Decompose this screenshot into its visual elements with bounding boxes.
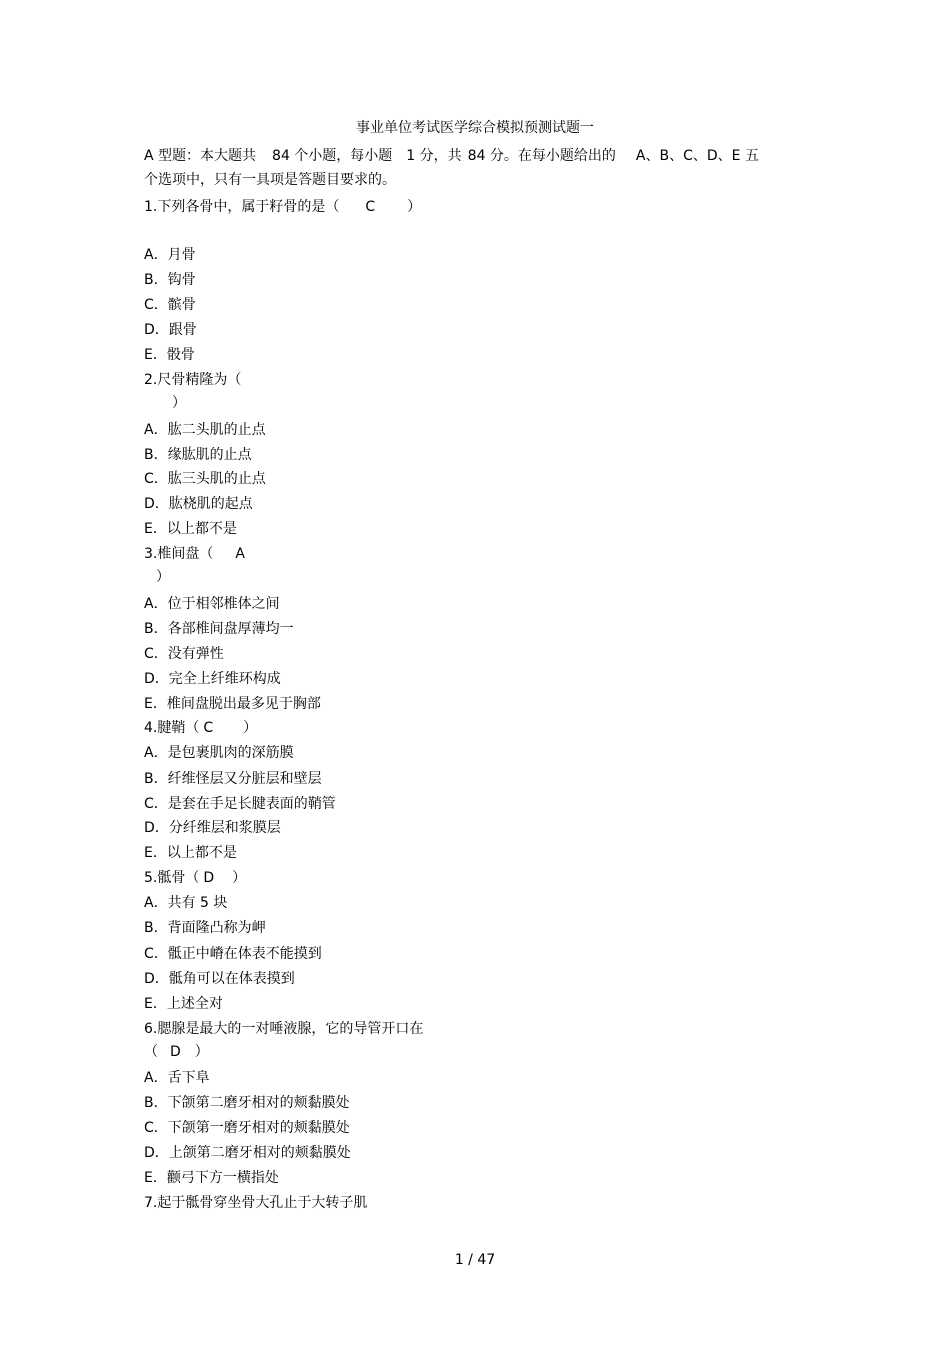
- question-5-option-b: B．背面隆凸称为岬: [144, 920, 266, 936]
- question-3-option-a: A．位于相邻椎体之间: [144, 596, 280, 612]
- question-1-stem: 1.下列各骨中，属于籽骨的是（ C ）: [144, 199, 422, 215]
- question-1-option-d: D．跟骨: [144, 322, 197, 338]
- intro-total-points: 84 分。在每小题给出的: [467, 148, 616, 164]
- question-4-option-a: A．是包裹肌肉的深筋膜: [144, 745, 294, 761]
- question-4-option-d: D．分纤维层和浆膜层: [144, 820, 281, 836]
- question-6-option-b: B．下颌第二磨牙相对的颊黏膜处: [144, 1095, 350, 1111]
- question-1-option-e: E．骰骨: [144, 347, 195, 363]
- question-5-answer: D: [203, 870, 215, 886]
- question-6-option-a: A．舌下阜: [144, 1070, 210, 1086]
- question-6-option-e: E．颧弓下方一横指处: [144, 1170, 279, 1186]
- question-2-option-b: B．缘肱肌的止点: [144, 447, 252, 463]
- instructions-line-1: [144, 146, 759, 166]
- question-3-option-e: E．椎间盘脱出最多见于胸部: [144, 696, 321, 712]
- question-1-option-b: B．钩骨: [144, 272, 196, 288]
- question-2-option-a: A．肱二头肌的止点: [144, 422, 266, 438]
- question-4-stem: 4.腱鞘（ C ）: [144, 720, 258, 736]
- question-3-close: ）: [156, 569, 170, 585]
- question-7-stem: 7.起于骶骨穿坐骨大孔止于大转子肌: [144, 1195, 368, 1211]
- question-4-answer: C: [203, 720, 214, 736]
- question-3-stem: 3.椎间盘（ A: [144, 546, 245, 562]
- question-3-answer: A: [235, 546, 245, 562]
- question-6-answer-line: （ D ）: [144, 1044, 209, 1060]
- question-3-option-b: B．各部椎间盘厚薄均一: [144, 621, 294, 637]
- question-3-option-d: D．完全上纤维环构成: [144, 671, 281, 687]
- page-number: 1 / 47: [454, 1252, 496, 1268]
- question-2-close: ）: [172, 395, 186, 411]
- intro-options-letters: A、B、C、D、E 五: [635, 148, 759, 164]
- question-5-option-c: C．骶正中嵴在体表不能摸到: [144, 946, 322, 962]
- question-2-stem: 2.尺骨精隆为（: [144, 372, 242, 388]
- question-6-answer: D: [170, 1044, 181, 1060]
- question-2-option-c: C．肱三头肌的止点: [144, 471, 266, 487]
- intro-a-type: A 型题：本大题共: [144, 148, 257, 164]
- question-6-option-d: D．上颌第二磨牙相对的颊黏膜处: [144, 1145, 351, 1161]
- question-5-option-a: A．共有 5 块: [144, 895, 228, 911]
- intro-total-questions: 84 个小题，每小题: [272, 148, 393, 164]
- instructions-line-2: 个选项中，只有一具项是答题目要求的。: [144, 172, 396, 188]
- question-4-option-c: C．是套在手足长腱表面的鞘管: [144, 796, 336, 812]
- question-2-option-d: D．肱桡肌的起点: [144, 496, 253, 512]
- question-3-option-c: C．没有弹性: [144, 646, 224, 662]
- question-5-stem: 5.骶骨（ D ）: [144, 870, 247, 886]
- question-5-option-e: E．上述全对: [144, 996, 223, 1012]
- question-4-option-b: B．纤维怪层又分脏层和壁层: [144, 771, 322, 787]
- document-title: 事业单位考试医学综合模拟预测试题一: [356, 120, 594, 136]
- question-2-option-e: E．以上都不是: [144, 521, 237, 537]
- question-6-stem: 6.腮腺是最大的一对唾液腺，它的导管开口在: [144, 1021, 424, 1037]
- question-6-option-c: C．下颌第一磨牙相对的颊黏膜处: [144, 1120, 350, 1136]
- question-4-option-e: E．以上都不是: [144, 845, 237, 861]
- question-5-option-d: D．骶角可以在体表摸到: [144, 971, 295, 987]
- question-1-option-a: A．月骨: [144, 247, 196, 263]
- question-1-option-c: C．髌骨: [144, 297, 196, 313]
- intro-points-each: 1 分，共: [406, 148, 462, 164]
- question-1-answer: C: [365, 199, 376, 215]
